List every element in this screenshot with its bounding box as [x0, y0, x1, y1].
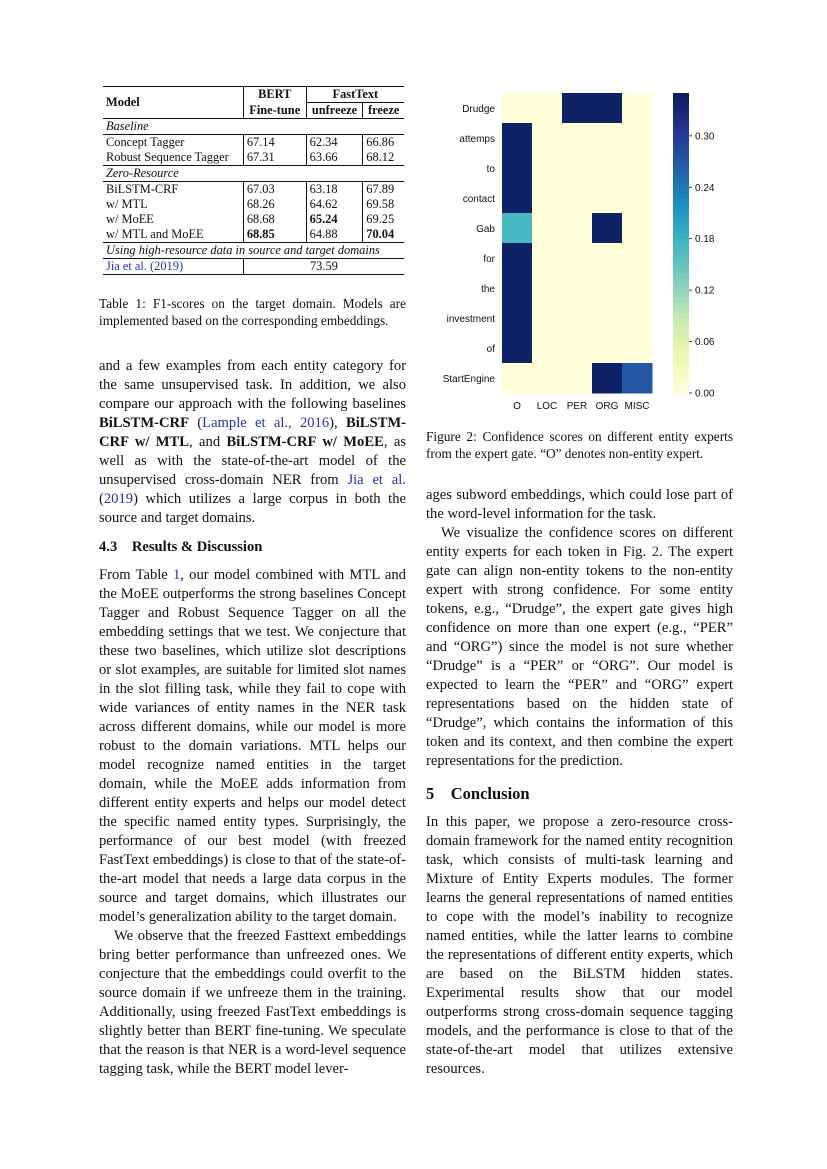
- row-name: w/ MTL and MoEE: [106, 227, 204, 241]
- heatmap-cell: [622, 363, 653, 394]
- heatmap-cell: [592, 273, 623, 304]
- cell-jia-value: 73.59: [243, 259, 404, 275]
- heatmap-cell: [532, 243, 563, 274]
- heatmap-cell: [502, 153, 533, 184]
- colorbar-segment: [673, 313, 689, 319]
- column-label: MISC: [624, 401, 650, 412]
- colorbar-segment: [673, 363, 689, 369]
- heatmap-cell: [592, 333, 623, 364]
- section-high-resource: Using high-resource data in source and target domains: [106, 243, 380, 257]
- heatmap-cell: [592, 93, 623, 124]
- colorbar-segment: [673, 98, 689, 104]
- colorbar-segment: [673, 218, 689, 224]
- cell-unfreeze: 63.66: [306, 150, 363, 166]
- colorbar-segment: [673, 358, 689, 364]
- colorbar-segment: [673, 123, 689, 129]
- colorbar-segment: [673, 168, 689, 174]
- heatmap-cell: [502, 273, 533, 304]
- heatmap-cell: [532, 153, 563, 184]
- colorbar-segment: [673, 278, 689, 284]
- table-row: [103, 212, 404, 227]
- colorbar-segment: [673, 143, 689, 149]
- text-span: as well as with the state-of-the-art model of the unsupervised cross-domain NER from: [99, 434, 407, 488]
- cell-freeze: 70.04: [363, 227, 404, 243]
- heatmap-cell: [562, 363, 593, 394]
- section-row-baseline: [103, 119, 404, 135]
- section-zero-resource: Zero-Resource: [106, 166, 179, 180]
- header-bert-sub: Fine-tune: [243, 103, 306, 119]
- row-label: for: [483, 254, 495, 265]
- section-title: Conclusion: [450, 784, 530, 803]
- colorbar-segment: [673, 203, 689, 209]
- colorbar-segment: [673, 238, 689, 244]
- text-span: , our model combined with MTL and the MoEE outperforms the strong baselines Concept Tagger and Robust Sequence Tagger on all the embedding settings that we test. We conjecture that these two baselines, which utilize slot descriptions or slot examples, are suitable for limited slot names in the slot filling task, while they fail to cope with wide variances of entity names in the NER task across different domains, while our model is more robust to the domain variations. MTL helps our model recognize named entities in the target domain, while the MoEE adds information from different entity experts and helps our model detect the specific named entity types. Surprisingly, the performance of our best model (with freezed FastText embeddings) is close to that of the state-of-the-art model that needs a large data corpus in the source and target domains, which illustrates our model’s generalization ability to the target domain.: [99, 567, 406, 925]
- row-label: attemps: [459, 134, 495, 145]
- table-ref-link[interactable]: 1: [173, 567, 181, 583]
- jia-year-link[interactable]: 2019: [103, 491, 134, 507]
- heatmap-cell: [592, 363, 623, 394]
- row-label: StartEngine: [442, 374, 495, 385]
- colorbar-segment: [673, 328, 689, 334]
- colorbar-segment: [673, 308, 689, 314]
- cell-unfreeze: 64.62: [306, 197, 363, 212]
- text-span: We visualize the confidence scores on different entity experts for each token in Fig.: [426, 525, 733, 560]
- colorbar-segment: [673, 138, 689, 144]
- colorbar-segment: [673, 368, 689, 374]
- colorbar-segment: [673, 133, 689, 139]
- heatmap-cell: [622, 123, 653, 154]
- colorbar-segment: [673, 318, 689, 324]
- colorbar-segment: [673, 118, 689, 124]
- lample-link[interactable]: Lample et al., 2016: [202, 415, 330, 431]
- colorbar-segment: [673, 173, 689, 179]
- colorbar-segment: [673, 223, 689, 229]
- cell-unfreeze: 62.34: [306, 135, 363, 151]
- cell-freeze: 69.25: [363, 212, 404, 227]
- heatmap-cell: [532, 273, 563, 304]
- row-label: investment: [446, 314, 495, 325]
- colorbar-segment: [673, 263, 689, 269]
- cell-bert: 68.26: [243, 197, 306, 212]
- colorbar-segment: [673, 228, 689, 234]
- text-span: which utilizes a large corpus in both the source and target domains.: [99, 491, 406, 526]
- colorbar-segment: [673, 193, 689, 199]
- section-number: 4.3: [99, 539, 118, 555]
- cell-unfreeze: 64.88: [306, 227, 363, 243]
- heatmap-cell: [622, 183, 653, 214]
- heatmap-cell: [622, 273, 653, 304]
- colorbar-segment: [673, 288, 689, 294]
- table-row: [103, 150, 404, 166]
- heatmap-cell: [592, 123, 623, 154]
- left-column: [99, 86, 406, 1079]
- colorbar-segment: [673, 323, 689, 329]
- section-title: Results & Discussion: [131, 539, 263, 555]
- heatmap-cell: [592, 243, 623, 274]
- text-bold: BiLSTM-CRF: [99, 415, 189, 431]
- column-label: LOC: [536, 401, 558, 412]
- text-span: . The expert gate can align non-entity tokens to the non-entity expert with strong confidence. For some entity tokens, e.g., “Drudge”, the expert gate gives high confidence on more than one expert (e.g., “PER” and “ORG”) since the model is not sure whether “Drudge” is a “PER” or “ORG”. Our model is expected to learn the “PER” and “ORG” expert representations based on the hidden state of “Drudge”, which contains the information of this token and its context, and then combine the expert representations for the prediction.: [426, 544, 733, 769]
- jia-link[interactable]: Jia et al. (2019): [106, 259, 184, 273]
- cell-bert: 67.14: [243, 135, 306, 151]
- heatmap-cell: [502, 363, 533, 394]
- cell-bert: 67.31: [243, 150, 306, 166]
- heatmap-cell: [532, 183, 563, 214]
- paragraph-subword: ages subword embeddings, which could lose part of the word-level information for the task.: [426, 487, 733, 522]
- row-name: Robust Sequence Tagger: [106, 150, 229, 164]
- heatmap-cell: [622, 213, 653, 244]
- cell-freeze: 69.58: [363, 197, 404, 212]
- colorbar-segment: [673, 108, 689, 114]
- row-label: Gab: [476, 224, 495, 235]
- section-heading-results: [99, 539, 406, 556]
- colorbar-segment: [673, 93, 689, 99]
- colorbar-segment: [673, 208, 689, 214]
- colorbar-segment: [673, 183, 689, 189]
- column-label: PER: [566, 401, 588, 412]
- colorbar-segment: [673, 163, 689, 169]
- heatmap-figure: [426, 86, 733, 416]
- colorbar-segment: [673, 198, 689, 204]
- colorbar-segment: [673, 248, 689, 254]
- cell-bert: 68.68: [243, 212, 306, 227]
- heatmap-cell: [592, 183, 623, 214]
- row-name: Concept Tagger: [106, 135, 185, 149]
- heatmap-cell: [592, 153, 623, 184]
- row-label: Drudge: [462, 104, 495, 115]
- row-label: the: [481, 284, 495, 295]
- column-label: ORG: [595, 401, 619, 412]
- paragraph-baselines: and a few examples from each entity category for the same unsupervised task. In addition, we also compare our approach with the following baselines BiLSTM-CRF (Lample et al., 2016), BiLSTM-CRF w/ MTL, and BiLSTM-CRF w/ MoEE, as well as with the state-of-the-art model of the unsupervised cross-domain NER from Jia et al. (2019) which utilizes a large corpus in both the source and target domains.: [99, 358, 407, 526]
- colorbar-segment: [673, 153, 689, 159]
- colorbar-segment: [673, 188, 689, 194]
- table-row: [103, 182, 404, 198]
- heatmap-cell: [562, 303, 593, 334]
- heatmap-chart: [426, 86, 733, 416]
- heatmap-cell: [532, 333, 563, 364]
- heatmap-cell: [562, 123, 593, 154]
- colorbar-segment: [673, 113, 689, 119]
- colorbar-tick-label: 0.06: [695, 337, 715, 349]
- figure-caption: Figure 2: Confidence scores on different entity experts from the expert gate. “O” denotes non-entity expert.: [426, 429, 733, 461]
- table-caption: Table 1: F1-scores on the target domain. Models are implemented based on the corresponding embeddings.: [99, 296, 406, 328]
- heatmap-cell: [502, 333, 533, 364]
- colorbar-segment: [673, 333, 689, 339]
- colorbar-segment: [673, 383, 689, 389]
- colorbar-segment: [673, 158, 689, 164]
- heatmap-cell: [562, 183, 593, 214]
- header-model: Model: [106, 95, 140, 109]
- heatmap-cell: [622, 333, 653, 364]
- column-label: O: [513, 401, 521, 412]
- table-row: [103, 259, 404, 275]
- colorbar-segment: [673, 298, 689, 304]
- heatmap-cell: [562, 243, 593, 274]
- text-span: and a few examples from each entity category for the same unsupervised task. In addition, we also compare our approach with the following baselines: [99, 358, 406, 412]
- heatmap-cell: [502, 123, 533, 154]
- heatmap-cell: [532, 303, 563, 334]
- colorbar-segment: [673, 213, 689, 219]
- colorbar-segment: [673, 338, 689, 344]
- table-row: [103, 227, 404, 243]
- colorbar-tick-label: 0.30: [695, 131, 715, 143]
- header-fasttext: FastText: [306, 87, 404, 103]
- header-unfreeze: unfreeze: [306, 103, 363, 119]
- row-name: w/ MoEE: [106, 212, 154, 226]
- colorbar-segment: [673, 293, 689, 299]
- colorbar-segment: [673, 253, 689, 259]
- paragraph-results: [99, 566, 406, 927]
- row-label: of: [486, 344, 495, 355]
- right-column: [426, 86, 733, 1079]
- section-heading-conclusion: [426, 784, 733, 804]
- heatmap-cell: [622, 303, 653, 334]
- row-label: contact: [462, 194, 495, 205]
- cell-freeze: 67.89: [363, 182, 404, 198]
- heatmap-cell: [592, 213, 623, 244]
- colorbar-segment: [673, 258, 689, 264]
- colorbar-segment: [673, 243, 689, 249]
- heatmap-cell: [562, 213, 593, 244]
- heatmap-cell: [502, 303, 533, 334]
- heatmap-cell: [532, 123, 563, 154]
- cell-bert: 67.03: [243, 182, 306, 198]
- colorbar-tick-label: 0.12: [695, 285, 715, 297]
- heatmap-cell: [532, 213, 563, 244]
- table-row: [103, 135, 404, 151]
- cell-bert: 68.85: [243, 227, 306, 243]
- colorbar-segment: [673, 378, 689, 384]
- heatmap-cell: [532, 363, 563, 394]
- figure-ref-link[interactable]: 2: [651, 544, 660, 560]
- heatmap-cell: [532, 93, 563, 124]
- section-number: 5: [426, 784, 435, 803]
- row-name: w/ MTL: [106, 197, 148, 211]
- text-span: From Table: [99, 567, 168, 583]
- heatmap-cell: [562, 273, 593, 304]
- paragraph-conclusion: In this paper, we propose a zero-resource cross-domain framework for the named entity recognition task, which consists of multi-task learning and Mixture of Entity Experts modules. The former learns the general representations of named entities to cope with the model’s inability to recognize named entities, while the latter learns to combine the representations of different entity experts, which are based on the BiLSTM hidden states. Experimental results show that our model outperforms strong cross-domain sequence tagging models, and the performance is close to that of the state-of-the-art model that utilizes extensive resources.: [426, 814, 733, 1077]
- results-table: [103, 86, 404, 275]
- cell-unfreeze: 63.18: [306, 182, 363, 198]
- heatmap-cell: [502, 93, 533, 124]
- colorbar-segment: [673, 128, 689, 134]
- cell-freeze: 68.12: [363, 150, 404, 166]
- heatmap-cell: [622, 93, 653, 124]
- colorbar-tick-label: 0.00: [695, 388, 715, 400]
- colorbar-segment: [673, 348, 689, 354]
- jia-text-link[interactable]: Jia et al.: [347, 472, 406, 488]
- text-bold: BiLSTM-CRF w/ MTL: [99, 415, 406, 450]
- heatmap-cell: [502, 243, 533, 274]
- heatmap-cell: [562, 333, 593, 364]
- colorbar-segment: [673, 373, 689, 379]
- heatmap-cell: [592, 303, 623, 334]
- colorbar-segment: [673, 353, 689, 359]
- heatmap-cell: [502, 213, 533, 244]
- heatmap-cell: [502, 183, 533, 214]
- table-header-row: [103, 87, 404, 103]
- colorbar-tick-label: 0.24: [695, 182, 715, 194]
- header-bert: BERT: [243, 87, 306, 103]
- heatmap-cell: [622, 243, 653, 274]
- text-bold: BiLSTM-CRF w/ MoEE: [226, 434, 384, 450]
- section-row-zero-resource: [103, 166, 404, 182]
- colorbar-segment: [673, 283, 689, 289]
- section-baseline: Baseline: [106, 119, 149, 133]
- heatmap-cell: [562, 93, 593, 124]
- table-row: [103, 197, 404, 212]
- row-name: BiLSTM-CRF: [106, 182, 179, 196]
- colorbar-segment: [673, 303, 689, 309]
- cell-unfreeze: 65.24: [306, 212, 363, 227]
- header-freeze: freeze: [363, 103, 404, 119]
- text-span: and: [199, 434, 221, 450]
- heatmap-cell: [622, 153, 653, 184]
- paragraph-visualize: [426, 524, 733, 771]
- cell-freeze: 66.86: [363, 135, 404, 151]
- colorbar-segment: [673, 388, 689, 394]
- section-row-high-resource: [103, 243, 404, 259]
- colorbar-segment: [673, 233, 689, 239]
- colorbar-segment: [673, 148, 689, 154]
- colorbar-segment: [673, 178, 689, 184]
- heatmap-cell: [562, 153, 593, 184]
- colorbar-segment: [673, 268, 689, 274]
- colorbar-segment: [673, 103, 689, 109]
- row-label: to: [486, 164, 495, 175]
- colorbar-segment: [673, 343, 689, 349]
- colorbar-tick-label: 0.18: [695, 234, 715, 246]
- colorbar-segment: [673, 273, 689, 279]
- paragraph-freezed: We observe that the freezed Fasttext embeddings bring better performance than unfreezed ones. We conjecture that the embeddings could overfit to the source domain if we unfreeze them in the training. Additionally, using freezed FastText embeddings is slightly better than BERT fine-tuning. We speculate that the reason is that NER is a word-level sequence tagging task, while the BERT model lever-: [99, 928, 406, 1077]
